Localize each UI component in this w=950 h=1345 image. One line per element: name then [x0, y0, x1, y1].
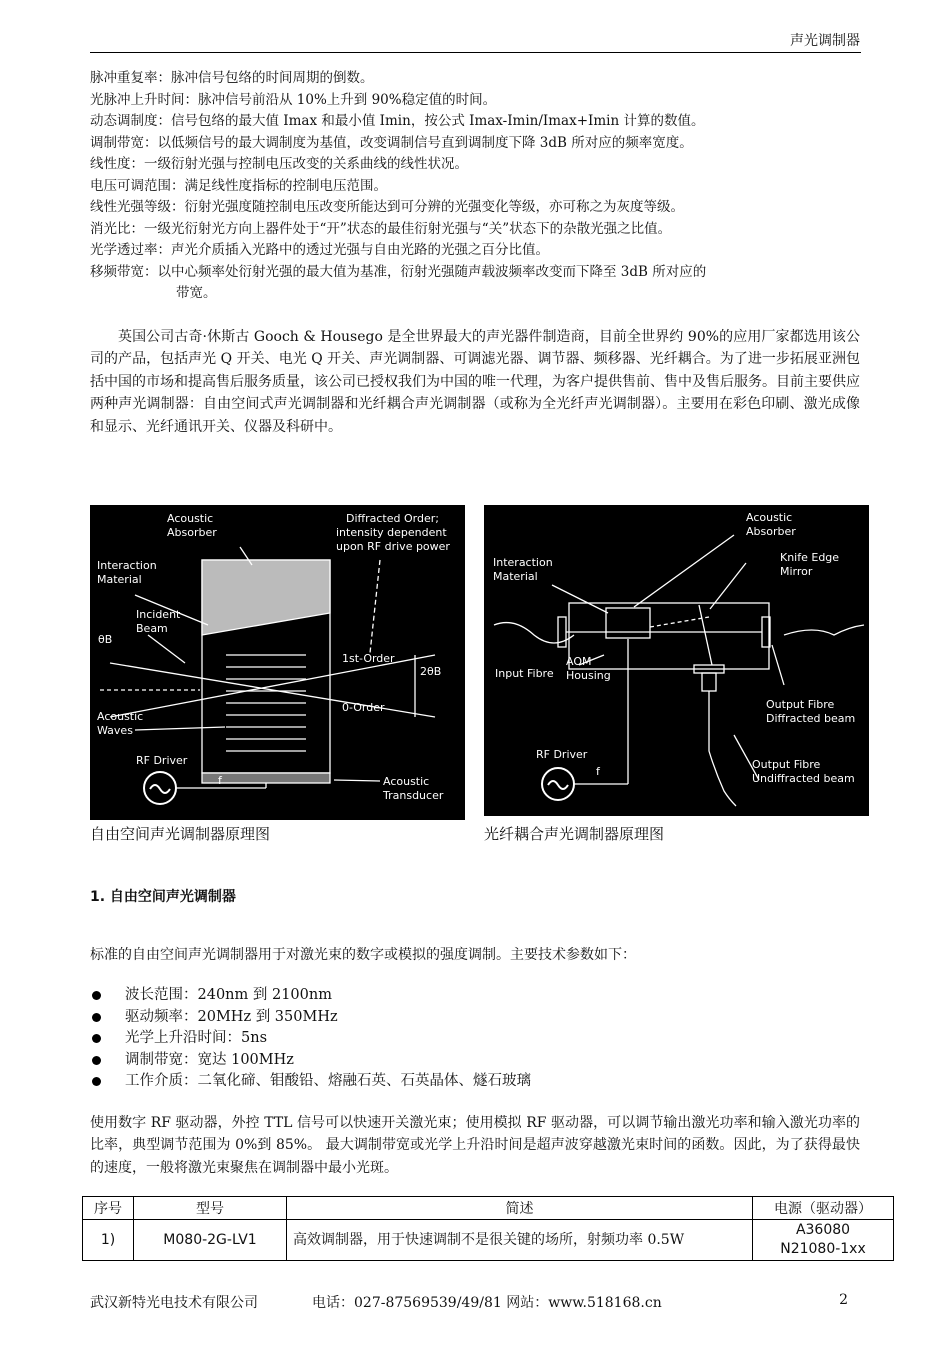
label-output-fibre-undiffracted: Output Fibre — [752, 758, 821, 771]
label-diffracted-order: Diffracted Order; — [346, 512, 439, 525]
bullet-dot-icon — [92, 1034, 101, 1043]
driver-model: N21080-1xx — [780, 1241, 866, 1257]
label-diffracted-order: intensity dependent — [336, 526, 447, 539]
definition-item: 电压可调范围：满足线性度指标的控制电压范围。 — [90, 177, 387, 194]
bullet-dot-icon — [92, 1077, 101, 1086]
table-row — [83, 1220, 894, 1261]
section-title: 1. 自由空间声光调制器 — [90, 889, 236, 905]
definition-item: 移频带宽：以中心频率处衍射光强的最大值为基准，衍射光强随声载波频率改变而下降至 3dB 所对应的 — [90, 263, 707, 280]
label-acoustic-transducer: Transducer — [383, 789, 444, 802]
label-interaction-material: Material — [493, 570, 538, 583]
label-acoustic-absorber: Acoustic — [746, 511, 793, 524]
label-aom-housing: Housing — [566, 669, 611, 682]
label-acoustic-waves: Acoustic — [97, 710, 144, 723]
footer-contact: 电话：027-87569539/49/81 网站：www.518168.cn — [312, 1295, 662, 1311]
label-output-fibre-undiffracted: Undiffracted beam — [752, 772, 855, 785]
label-knife-edge-mirror: Mirror — [780, 565, 813, 578]
free-space-aom-diagram — [90, 505, 465, 820]
bullet-text: 驱动频率：20MHz 到 350MHz — [125, 1008, 338, 1025]
label-rf-driver: RF Driver — [536, 748, 588, 761]
intro-section — [90, 326, 860, 438]
intro-paragraph: 英国公司古奇·休斯古 Gooch & Housego 是全世界最大的声光器件制造商，目前全世界约 90%的应用厂家都选用该公司的产品，包括声光 Q 开关、电光 Q 开关、声光调制器、可调滤光器、调节器、频移器、光纤耦合。为了进一步拓展亚洲包括中国的市场和提高售后服务质量，该公司已授权我们为中国的唯一代理，为客户提供售前、售中及售后服务。目前主要供应两种声光调制器：自由空间式声光调制器和光纤耦合声光调制器（或称为全光纤声光调制器）。主要用在彩色印刷、激光成像和显示、光纤通讯开关、仪器及科研中。 — [90, 329, 860, 435]
definition-item: 线性度：一级衍射光强与控制电压改变的关系曲线的线性状况。 — [90, 156, 468, 172]
definitions-list — [90, 68, 865, 305]
label-first-order: 1st-Order — [342, 652, 395, 665]
bullet-text: 波长范围：240nm 到 2100nm — [125, 987, 332, 1003]
label-zero-order: 0-Order — [342, 701, 385, 714]
bullet-text: 工作介质：二氧化碲、钼酸铅、熔融石英、石英晶体、燧石玻璃 — [125, 1073, 531, 1090]
label-acoustic-transducer: Acoustic — [383, 775, 430, 788]
label-acoustic-absorber: Absorber — [746, 525, 796, 538]
driver-model: A36080 — [795, 1222, 851, 1238]
bullet-text: 调制带宽：宽达 100MHz — [125, 1051, 294, 1068]
header-rule — [90, 52, 861, 53]
label-two-theta: 2θB — [420, 665, 442, 678]
bullet-item — [90, 1028, 531, 1050]
label-interaction-material: Interaction — [493, 556, 553, 569]
definition-item: 脉冲重复率：脉冲信号包络的时间周期的倒数。 — [90, 70, 374, 86]
label-knife-edge-mirror: Knife Edge — [780, 551, 840, 564]
cell-driver — [753, 1220, 894, 1261]
figure2-caption: 光纤耦合声光调制器原理图 — [484, 825, 665, 843]
label-output-fibre-diffracted: Diffracted beam — [766, 712, 856, 725]
label-input-fibre: Input Fibre — [495, 667, 554, 680]
column-header-no: 序号 — [83, 1197, 134, 1220]
bullet-item — [90, 1050, 531, 1072]
definition-item: 线性光强等级：衍射光强度随控制电压改变所能达到可分辨的光强变化等级，亦可称之为灰度等级。 — [90, 199, 684, 215]
definition-item: 动态调制度：信号包络的最大值 Imax 和最小值 Imin，按公式 Imax-Imin/Imax+Imin 计算的数值。 — [90, 113, 705, 129]
definition-item: 调制带宽：以低频信号的最大调制度为基值，改变调制信号直到调制度下降 3dB 所对应的频率宽度。 — [90, 134, 693, 151]
label-frequency: f — [218, 774, 222, 787]
definition-item-continuation: 带宽。 — [176, 285, 217, 301]
label-frequency: f — [596, 765, 600, 778]
label-rf-driver: RF Driver — [136, 754, 188, 767]
bullet-text: 光学上升沿时间：5ns — [125, 1030, 268, 1047]
label-acoustic-absorber: Acoustic — [167, 512, 214, 525]
fibre-coupled-aom-diagram — [484, 505, 869, 816]
label-acoustic-waves: Waves — [97, 724, 133, 737]
footer-company: 武汉新特光电技术有限公司 — [90, 1295, 258, 1311]
label-interaction-material: Material — [97, 573, 142, 586]
cell-description: 高效调制器，用于快速调制不是很关键的场所，射频功率 0.5W — [287, 1220, 753, 1261]
section-intro: 标准的自由空间声光调制器用于对激光束的数字或模拟的强度调制。主要技术参数如下： — [90, 947, 636, 963]
label-aom-housing: AOM — [566, 655, 592, 668]
definition-item: 消光比：一级光衍射光方向上器件处于“开”状态的最佳衍射光强与“关”状态下的杂散光强之比值。 — [90, 220, 672, 237]
bullet-dot-icon — [92, 991, 101, 1000]
column-header-driver: 电源（驱动器） — [753, 1197, 894, 1220]
bullet-item — [90, 1071, 531, 1093]
driver-paragraph: 使用数字 RF 驱动器，外控 TTL 信号可以快速开关激光束；使用模拟 RF 驱动器，可以调节输出激光功率和输入激光功率的比率，典型调节范围为 0%到 85%。 最大调制带宽或光学上升沿时间是超声波穿越激光束时间的函数。因此，为了获得最快的速度，一般将激光束聚焦在调制器中最小光斑。 — [90, 1115, 860, 1176]
column-header-model: 型号 — [134, 1197, 287, 1220]
page-header-title: 声光调制器 — [790, 33, 860, 49]
page-number: 2 — [839, 1292, 848, 1308]
label-interaction-material: Interaction — [97, 559, 157, 572]
product-table — [82, 1196, 894, 1261]
cell-model: M080-2G-LV1 — [134, 1220, 287, 1261]
figure1-caption: 自由空间声光调制器原理图 — [90, 825, 271, 843]
column-header-description: 简述 — [287, 1197, 753, 1220]
bullet-dot-icon — [92, 1056, 101, 1065]
label-incident-beam: Incident — [136, 608, 181, 621]
label-incident-beam: Beam — [136, 622, 168, 635]
bullet-item — [90, 985, 531, 1007]
bullet-item — [90, 1007, 531, 1029]
table-header-row — [83, 1197, 894, 1220]
label-output-fibre-diffracted: Output Fibre — [766, 698, 835, 711]
definition-item: 光学透过率：声光介质插入光路中的透过光强与自由光路的光强之百分比值。 — [90, 242, 549, 258]
label-theta: θB — [98, 633, 113, 646]
definition-item: 光脉冲上升时间：脉冲信号前沿从 10%上升到 90%稳定值的时间。 — [90, 91, 497, 108]
cell-no: 1) — [83, 1220, 134, 1261]
label-acoustic-absorber: Absorber — [167, 526, 217, 539]
label-diffracted-order: upon RF drive power — [336, 540, 450, 553]
spec-bullet-list — [90, 985, 531, 1093]
bullet-dot-icon — [92, 1013, 101, 1022]
